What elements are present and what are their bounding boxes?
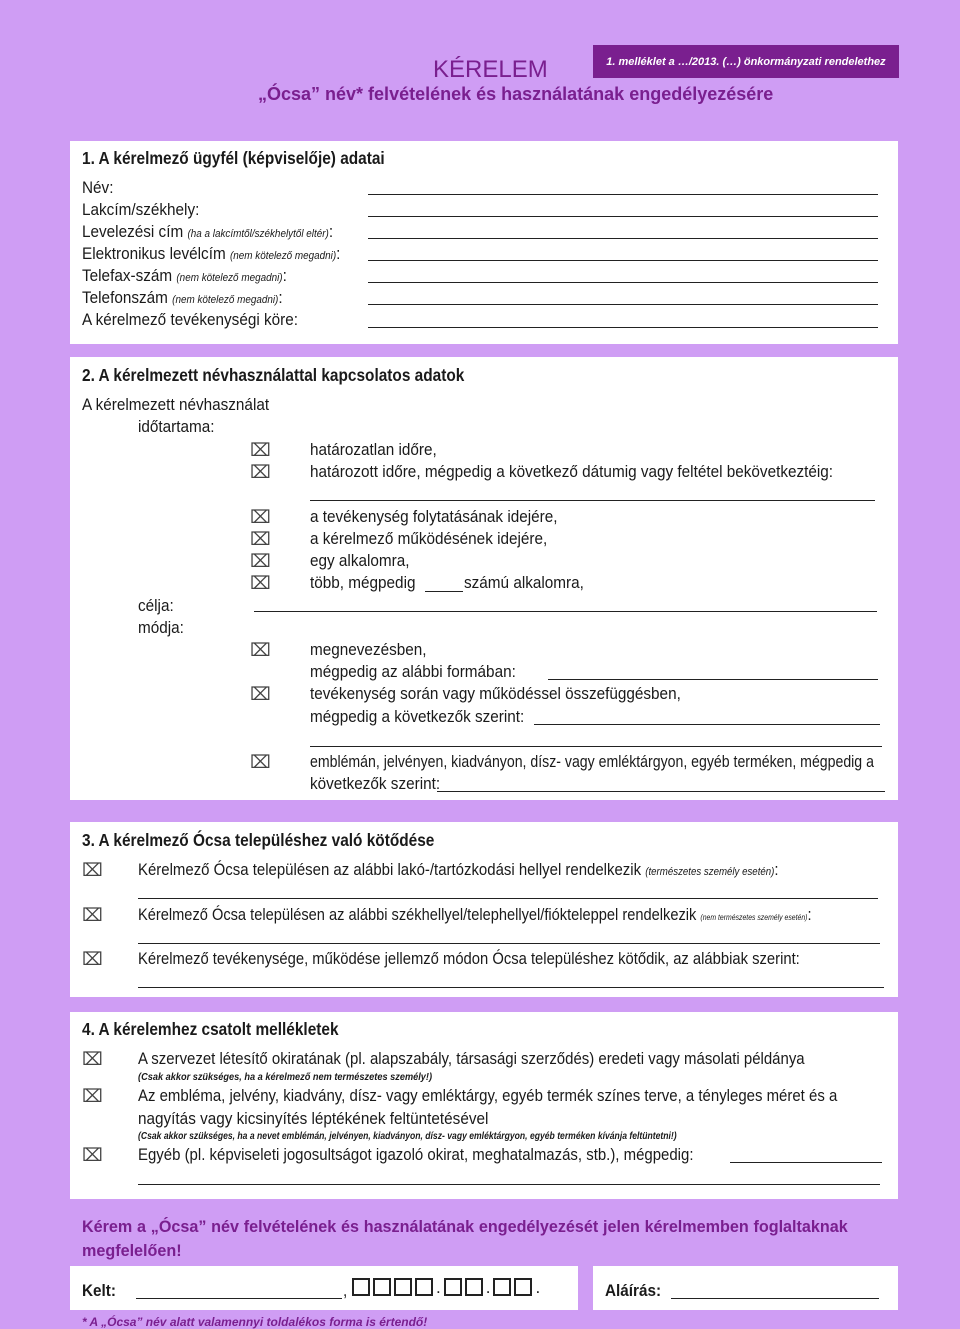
form-title: KÉRELEM	[433, 56, 548, 83]
field-label-email: Elektronikus levélcím (nem kötelező megadni):	[82, 244, 341, 263]
checkbox-founding-doc[interactable]: ⌧	[82, 1049, 103, 1069]
field-label-address: Lakcím/székhely:	[82, 200, 200, 219]
section-connection	[70, 822, 898, 997]
emblem-detail-line[interactable]	[437, 791, 885, 792]
field-label-fax: Telefax-szám (nem kötelező megadni):	[82, 266, 287, 285]
attachment-founding-doc: A szervezet létesítő okiratának (pl. alapszabály, társasági szerződés) eredeti vagy másolati példánya	[138, 1049, 805, 1068]
seat-line[interactable]	[138, 943, 880, 944]
connection-residence: Kérelmező Ócsa településen az alábbi lakó-/tartózkodási hellyel rendelkezik (természetes személy esetén):	[138, 860, 779, 879]
residence-line[interactable]	[138, 898, 878, 899]
connection-activity: Kérelmező tevékenysége, működése jellemző módon Ócsa településhez kötődik, az alábbiak szerint:	[138, 949, 800, 968]
signature-box	[593, 1266, 898, 1310]
attachment-design-b: nagyítás vagy kicsinyítés léptékének feltüntetésével	[138, 1109, 489, 1128]
option-emblem: emblémán, jelvényen, kiadványon, dísz- vagy emléktárgyon, egyéb terméken, mégpedig a	[310, 752, 874, 771]
other-inline-line[interactable]	[730, 1162, 882, 1163]
attachment-design-note: (Csak akkor szükséges, ha a nevet emblémán, jelvényen, kiadványon, dísz- vagy emléktárgyon, egyéb terméken kívánja feltüntetni!)	[138, 1131, 677, 1142]
mailing-input-line[interactable]	[368, 238, 878, 239]
footnote: * A „Ócsa” név alatt valamennyi toldalékos forma is értendő!	[82, 1315, 428, 1329]
checkbox-context[interactable]: ⌧	[250, 684, 271, 704]
option-name-form: mégpedig az alábbi formában:	[310, 662, 516, 681]
name-form-line[interactable]	[548, 679, 878, 680]
place-date-box	[70, 1266, 578, 1310]
field-label-phone: Telefonszám (nem kötelező megadni):	[82, 288, 283, 307]
attachment-other: Egyéb (pl. képviseleti jogosultságot igazoló okirat, meghatalmazás, stb.), mégpedig:	[138, 1145, 694, 1164]
section-applicant	[70, 141, 898, 344]
attachment-founding-note: (Csak akkor szükséges, ha a kérelmező nem természetes személy!)	[138, 1072, 433, 1083]
section-4-title: 4. A kérelemhez csatolt mellékletek	[82, 1019, 339, 1039]
checkbox-activity[interactable]: ⌧	[250, 507, 271, 527]
option-once: egy alkalomra,	[310, 551, 410, 570]
option-operation: a kérelmező működésének idejére,	[310, 529, 548, 548]
place-label: Kelt:	[82, 1281, 117, 1300]
name-input-line[interactable]	[368, 194, 878, 195]
phone-input-line[interactable]	[368, 304, 878, 305]
context-extra-line[interactable]	[310, 746, 882, 747]
purpose-label: célja:	[138, 596, 174, 615]
date-boxes[interactable]: . . .	[352, 1278, 540, 1298]
address-input-line[interactable]	[368, 216, 878, 217]
option-context: tevékenység során vagy működéssel összefüggésben,	[310, 684, 681, 703]
activity-link-line[interactable]	[138, 987, 884, 988]
purpose-input-line[interactable]	[254, 611, 877, 612]
option-activity: a tevékenység folytatásának idejére,	[310, 507, 558, 526]
checkbox-name[interactable]: ⌧	[250, 640, 271, 660]
option-name: megnevezésben,	[310, 640, 427, 659]
multiple-count-line[interactable]	[425, 591, 463, 592]
option-indefinite: határozatlan időre,	[310, 440, 437, 459]
definite-date-line[interactable]	[310, 500, 875, 501]
mode-label: módja:	[138, 618, 184, 637]
usage-intro: A kérelmezett névhasználat	[82, 395, 270, 414]
email-input-line[interactable]	[368, 260, 878, 261]
checkbox-multiple[interactable]: ⌧	[250, 573, 271, 593]
section-attachments	[70, 1012, 898, 1199]
request-statement: Kérem a „Ócsa” név felvételének és használatának engedélyezését jelen kérelmemben foglaltaknak megfelelően!	[82, 1217, 848, 1260]
checkbox-once[interactable]: ⌧	[250, 551, 271, 571]
checkbox-design[interactable]: ⌧	[82, 1086, 103, 1106]
signature-input-line[interactable]	[671, 1298, 879, 1299]
checkbox-other[interactable]: ⌧	[82, 1145, 103, 1165]
signature-label: Aláírás:	[605, 1281, 662, 1300]
checkbox-seat[interactable]: ⌧	[82, 905, 103, 925]
checkbox-activity-link[interactable]: ⌧	[82, 949, 103, 969]
checkbox-indefinite[interactable]: ⌧	[250, 440, 271, 460]
checkbox-residence[interactable]: ⌧	[82, 860, 103, 880]
place-input-line[interactable]	[136, 1298, 342, 1299]
place-comma: ,	[343, 1281, 348, 1300]
other-line[interactable]	[138, 1184, 880, 1185]
option-definite: határozott időre, mégpedig a következő dátumig vagy feltétel bekövetkeztéig:	[310, 462, 834, 481]
section-3-title: 3. A kérelmező Ócsa településhez való kötődése	[82, 830, 435, 850]
option-context-detail: mégpedig a következők szerint:	[310, 707, 525, 726]
attachment-design-a: Az embléma, jelvény, kiadvány, dísz- vagy emléktárgy, egyéb termék színes terve, a tényleges méret és a	[138, 1086, 838, 1105]
section-name-usage	[70, 357, 898, 800]
context-detail-line[interactable]	[534, 724, 880, 725]
option-multiple-a: több, mégpedig	[310, 573, 416, 592]
checkbox-definite[interactable]: ⌧	[250, 462, 271, 482]
field-label-mailing: Levelezési cím (ha a lakcímtől/székhelytől eltér):	[82, 222, 334, 241]
option-emblem-detail: következők szerint:	[310, 774, 441, 793]
annex-badge: 1. melléklet a …/2013. (…) önkormányzati rendelethez	[593, 45, 899, 78]
section-2-title: 2. A kérelmezett névhasználattal kapcsolatos adatok	[82, 365, 465, 385]
field-label-name: Név:	[82, 178, 114, 197]
checkbox-emblem[interactable]: ⌧	[250, 752, 271, 772]
form-subtitle: „Ócsa” név* felvételének és használatának engedélyezésére	[258, 84, 774, 104]
fax-input-line[interactable]	[368, 282, 878, 283]
connection-seat: Kérelmező Ócsa településen az alábbi székhellyel/telephellyel/fiókteleppel rendelkezik (nem természetes személy esetén):	[138, 905, 812, 924]
activity-input-line[interactable]	[368, 327, 878, 328]
section-1-title: 1. A kérelmező ügyfél (képviselője) adatai	[82, 148, 385, 168]
option-multiple-b: számú alkalomra,	[464, 573, 584, 592]
duration-label: időtartama:	[138, 417, 215, 436]
field-label-activity: A kérelmező tevékenységi köre:	[82, 310, 299, 329]
checkbox-operation[interactable]: ⌧	[250, 529, 271, 549]
